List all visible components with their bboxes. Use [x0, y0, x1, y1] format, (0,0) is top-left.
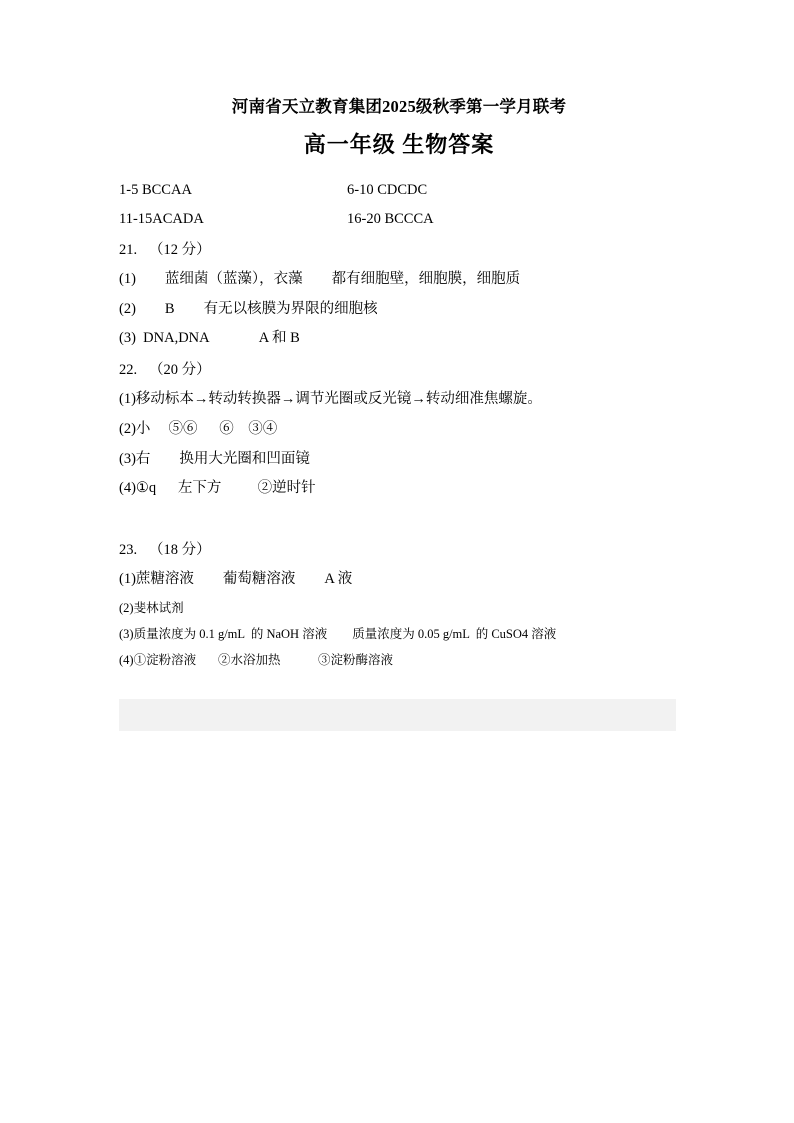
section-spacer	[119, 504, 679, 534]
objective-answer-left: 1-5 BCCAA	[119, 182, 192, 199]
question-heading	[119, 536, 679, 565]
answer-line: (1)蔗糖溶液 葡萄糖溶液 A 液	[119, 571, 353, 588]
objective-answer-row	[119, 205, 679, 234]
question-score: （12 分）	[149, 242, 211, 259]
answer-line: (3) DNA,DNA A 和 B	[119, 330, 300, 347]
answer-line: (4)①淀粉溶液 ②水浴加热 ③淀粉酶溶液	[119, 653, 393, 668]
footer-highlight-bar	[119, 699, 676, 731]
question-number: 21.	[119, 242, 138, 259]
page-subtitle: 高一年级 生物答案	[303, 132, 495, 158]
page-title: 河南省天立教育集团2025级秋季第一学月联考	[231, 97, 567, 116]
objective-answer-row	[119, 176, 679, 205]
objective-answer-right: 6-10 CDCDC	[347, 182, 428, 199]
answer-line: (1) 蓝细菌（蓝藻），衣藻 都有细胞壁，细胞膜，细胞质	[119, 271, 521, 288]
question-number: 23.	[119, 542, 138, 559]
answer-line: (2)小 ⑤⑥ ⑥ ③④	[119, 420, 278, 437]
question-heading	[119, 356, 679, 385]
question-number: 22.	[119, 362, 138, 379]
answer-line: (3)右 换用大光圈和凹面镜	[119, 450, 310, 467]
answer-line: (1)移动标本→转动转换器→调节光圈或反光镜→转动细准焦螺旋。	[119, 391, 542, 408]
answer-line: (2) B 有无以核膜为界限的细胞核	[119, 300, 378, 317]
question-score: （20 分）	[149, 362, 211, 379]
answer-line: (2)斐林试剂	[119, 600, 184, 615]
question-score: （18 分）	[149, 542, 211, 559]
objective-answer-right: 16-20 BCCCA	[347, 211, 434, 228]
answer-line: (4)①q 左下方 ②逆时针	[119, 480, 316, 497]
question-heading	[119, 236, 679, 265]
document-content	[119, 96, 679, 674]
answer-line: (3)质量浓度为 0.1 g/mL 的 NaOH 溶液 质量浓度为 0.05 g/mL 的 CuSO4 溶液	[119, 627, 557, 642]
objective-answer-left: 11-15ACADA	[119, 211, 204, 228]
